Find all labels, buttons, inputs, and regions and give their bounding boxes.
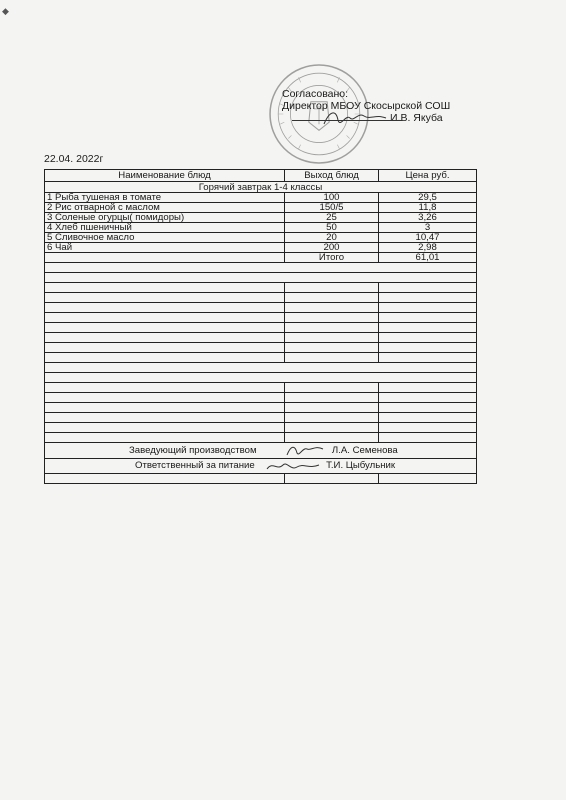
dish-output: 20	[285, 233, 379, 243]
dish-price: 10,47	[379, 233, 477, 243]
dish-name: 1 Рыба тушеная в томате	[45, 193, 285, 203]
dish-price: 3	[379, 223, 477, 233]
table-row	[45, 223, 477, 233]
approval-director-name: И.В. Якуба	[390, 112, 443, 124]
empty-row	[45, 383, 477, 393]
dish-name: 6 Чай	[45, 243, 285, 253]
header-dish-name: Наименование блюд	[45, 170, 285, 182]
head-signature-icon	[285, 443, 325, 457]
table-row	[45, 243, 477, 253]
empty-row	[45, 333, 477, 343]
total-value: 61,01	[379, 253, 477, 263]
empty-cell	[45, 253, 285, 263]
total-label: Итого	[285, 253, 379, 263]
director-signature-icon	[320, 106, 390, 130]
document-date: 22.04. 2022г	[44, 153, 104, 165]
empty-row	[45, 303, 477, 313]
empty-row	[45, 263, 477, 273]
section-row	[45, 182, 477, 193]
dish-price: 29,5	[379, 193, 477, 203]
dish-output: 25	[285, 213, 379, 223]
empty-row	[45, 413, 477, 423]
approval-position: Директор МБОУ Скосырской СОШ	[282, 100, 451, 112]
dish-name: 5 Сливочное масло	[45, 233, 285, 243]
empty-row	[45, 323, 477, 333]
empty-row	[45, 283, 477, 293]
empty-row	[45, 353, 477, 363]
empty-row	[45, 313, 477, 323]
dish-price: 11,8	[379, 203, 477, 213]
menu-table	[44, 169, 477, 484]
header-price: Цена руб.	[379, 170, 477, 182]
empty-row	[45, 293, 477, 303]
table-header-row	[45, 170, 477, 182]
head-of-production-row	[45, 443, 477, 459]
responsible-row	[45, 458, 477, 474]
approval-heading: Согласовано:	[282, 88, 349, 100]
dish-output: 100	[285, 193, 379, 203]
empty-row	[45, 433, 477, 443]
dish-name: 2 Рис отварной с маслом	[45, 203, 285, 213]
empty-row	[45, 363, 477, 373]
dish-name: 3 Соленые огурцы( помидоры)	[45, 213, 285, 223]
header-output: Выход блюд	[285, 170, 379, 182]
responsible-signature-icon	[265, 459, 321, 473]
empty-row	[45, 474, 477, 484]
dish-output: 50	[285, 223, 379, 233]
table-row	[45, 203, 477, 213]
total-row	[45, 253, 477, 263]
dish-price: 3,26	[379, 213, 477, 223]
empty-row	[45, 343, 477, 353]
responsible-title: Ответственный за питание	[135, 460, 255, 472]
dish-output: 150/5	[285, 203, 379, 213]
responsible-name: Т.И. Цыбульник	[326, 460, 396, 472]
dish-price: 2,98	[379, 243, 477, 253]
head-title: Заведующий производством	[129, 444, 257, 456]
table-row	[45, 213, 477, 223]
empty-row	[45, 273, 477, 283]
corner-mark-icon: ◆	[2, 6, 9, 16]
empty-row	[45, 423, 477, 433]
empty-row	[45, 393, 477, 403]
dish-output: 200	[285, 243, 379, 253]
head-name: Л.А. Семенова	[331, 444, 398, 456]
empty-row	[45, 373, 477, 383]
table-row	[45, 233, 477, 243]
dish-name: 4 Хлеб пшеничный	[45, 223, 285, 233]
empty-row	[45, 403, 477, 413]
section-title: Горячий завтрак 1-4 классы	[45, 182, 477, 193]
table-row	[45, 193, 477, 203]
